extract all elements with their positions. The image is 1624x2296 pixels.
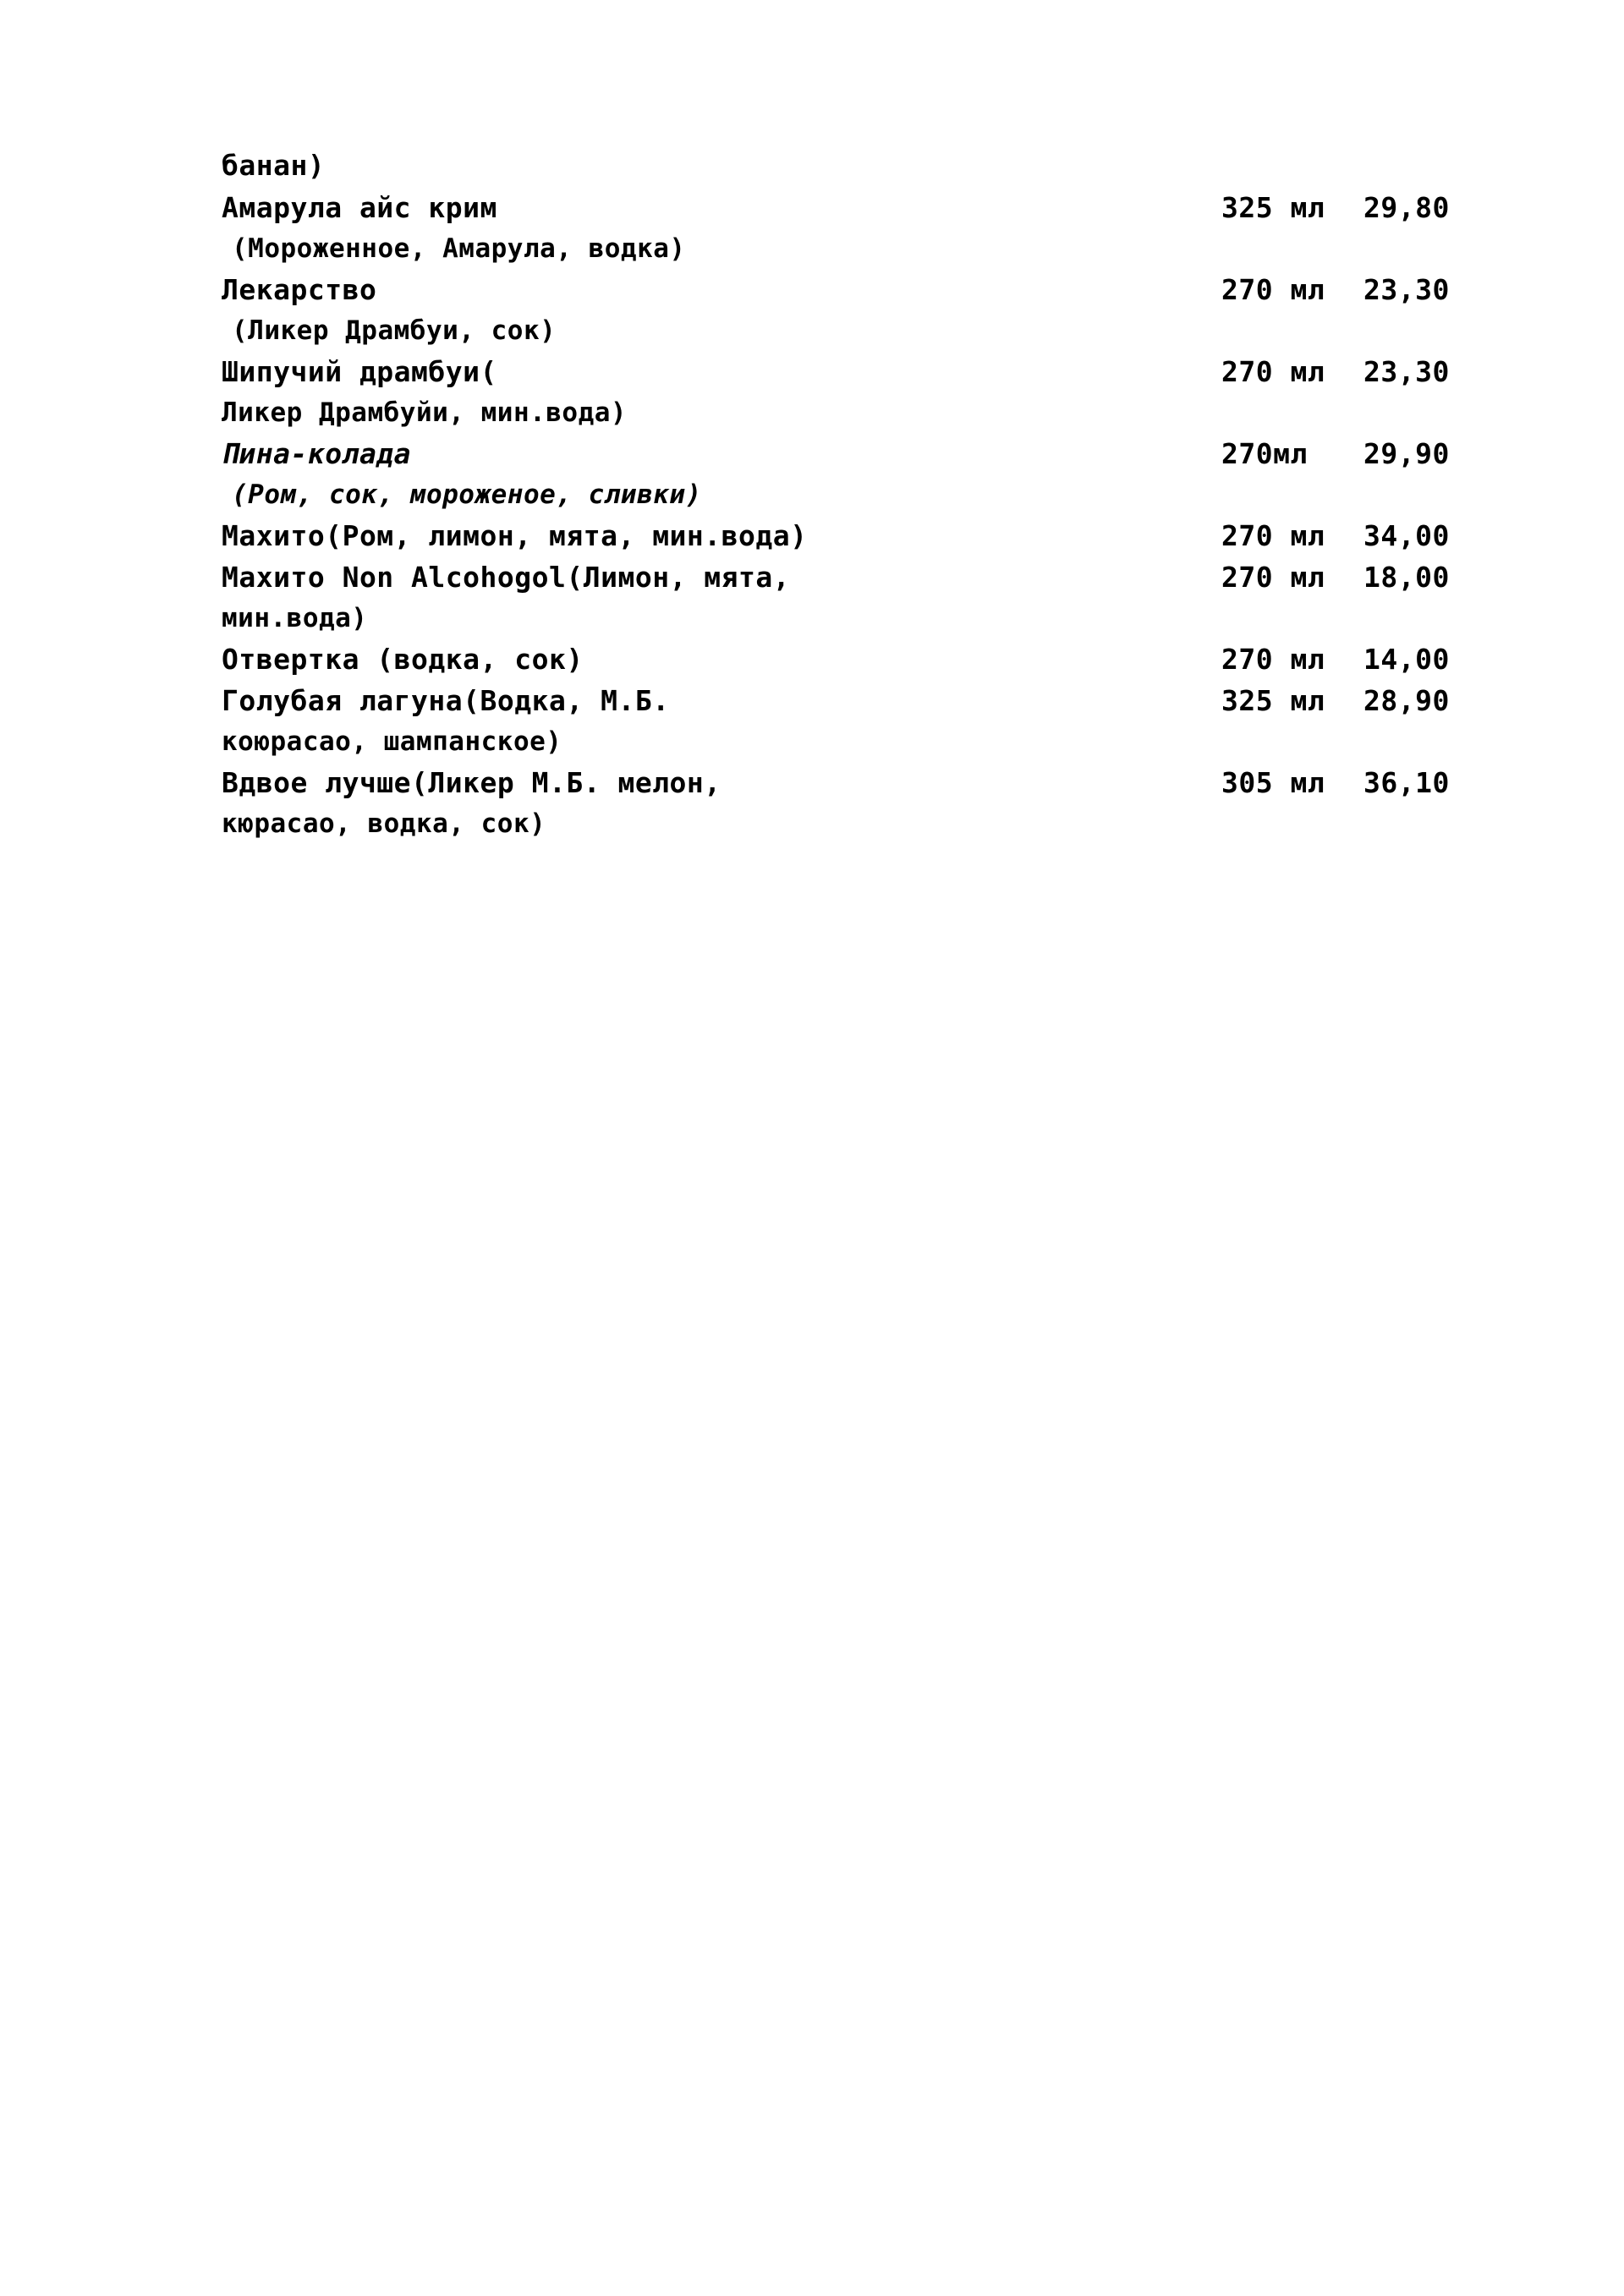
menu-item-row: [222, 638, 1490, 680]
item-price: 23,30: [1363, 355, 1450, 388]
item-meta: [1221, 515, 1490, 556]
item-volume: 270 мл: [1221, 519, 1325, 552]
menu-item-row: [222, 187, 1490, 228]
item-meta: [1221, 351, 1490, 392]
item-meta: [1221, 269, 1490, 310]
item-name: Шипучий драмбуи(: [222, 355, 497, 388]
item-meta: [1221, 433, 1490, 474]
item-description: Ликер Драмбуйи, мин.вода): [222, 397, 628, 428]
item-description: мин.вода): [222, 603, 368, 633]
item-price: 34,00: [1363, 519, 1450, 552]
item-description: кюрасао, водка, сок): [222, 808, 546, 839]
item-price: 36,10: [1363, 766, 1450, 799]
menu-item-row: [222, 269, 1490, 310]
continuation-line: банан): [222, 149, 326, 182]
item-volume: 270 мл: [1221, 561, 1325, 594]
item-meta: [1221, 187, 1490, 228]
item-price: 23,30: [1363, 273, 1450, 306]
item-name: Вдвое лучше(Ликер М.Б. мелон,: [222, 766, 721, 799]
item-name: Лекарство: [222, 273, 377, 306]
menu-item-row: [222, 351, 1490, 392]
item-volume: 305 мл: [1221, 766, 1325, 799]
item-name: Голубая лагуна(Водка, М.Б.: [222, 684, 670, 717]
item-description: (Мороженное, Амарула, водка): [232, 233, 686, 264]
menu-list: [222, 144, 1490, 844]
menu-item-row: [222, 762, 1490, 803]
item-description: коюрасао, шампанское): [222, 726, 562, 757]
item-price: 28,90: [1363, 684, 1450, 717]
item-name: Махито Non Alcohogol(Лимон, мята,: [222, 561, 791, 594]
item-volume: 270мл: [1221, 437, 1308, 470]
item-description: (Ликер Драмбуи, сок): [232, 315, 557, 346]
item-volume: 270 мл: [1221, 273, 1325, 306]
item-volume: 325 мл: [1221, 684, 1325, 717]
menu-item-row: [222, 680, 1490, 721]
item-price: 29,80: [1363, 191, 1450, 224]
item-name: Махито(Ром, лимон, мята, мин.вода): [222, 519, 808, 552]
item-name: Амарула айс крим: [222, 191, 497, 224]
item-name: Отвертка (водка, сок): [222, 643, 584, 676]
item-meta: [1221, 762, 1490, 803]
item-price: 29,90: [1363, 437, 1450, 470]
menu-item-row: [222, 556, 1490, 598]
item-volume: 270 мл: [1221, 355, 1325, 388]
item-description: (Ром, сок, мороженое, сливки): [232, 479, 702, 510]
item-meta: [1221, 556, 1490, 598]
item-name: Пина-колада: [222, 437, 412, 470]
menu-item-row: [222, 433, 1490, 474]
item-price: 18,00: [1363, 561, 1450, 594]
item-volume: 325 мл: [1221, 191, 1325, 224]
item-meta: [1221, 638, 1490, 680]
menu-item-row: [222, 515, 1490, 556]
item-price: 14,00: [1363, 643, 1450, 676]
item-meta: [1221, 680, 1490, 721]
item-volume: 270 мл: [1221, 643, 1325, 676]
